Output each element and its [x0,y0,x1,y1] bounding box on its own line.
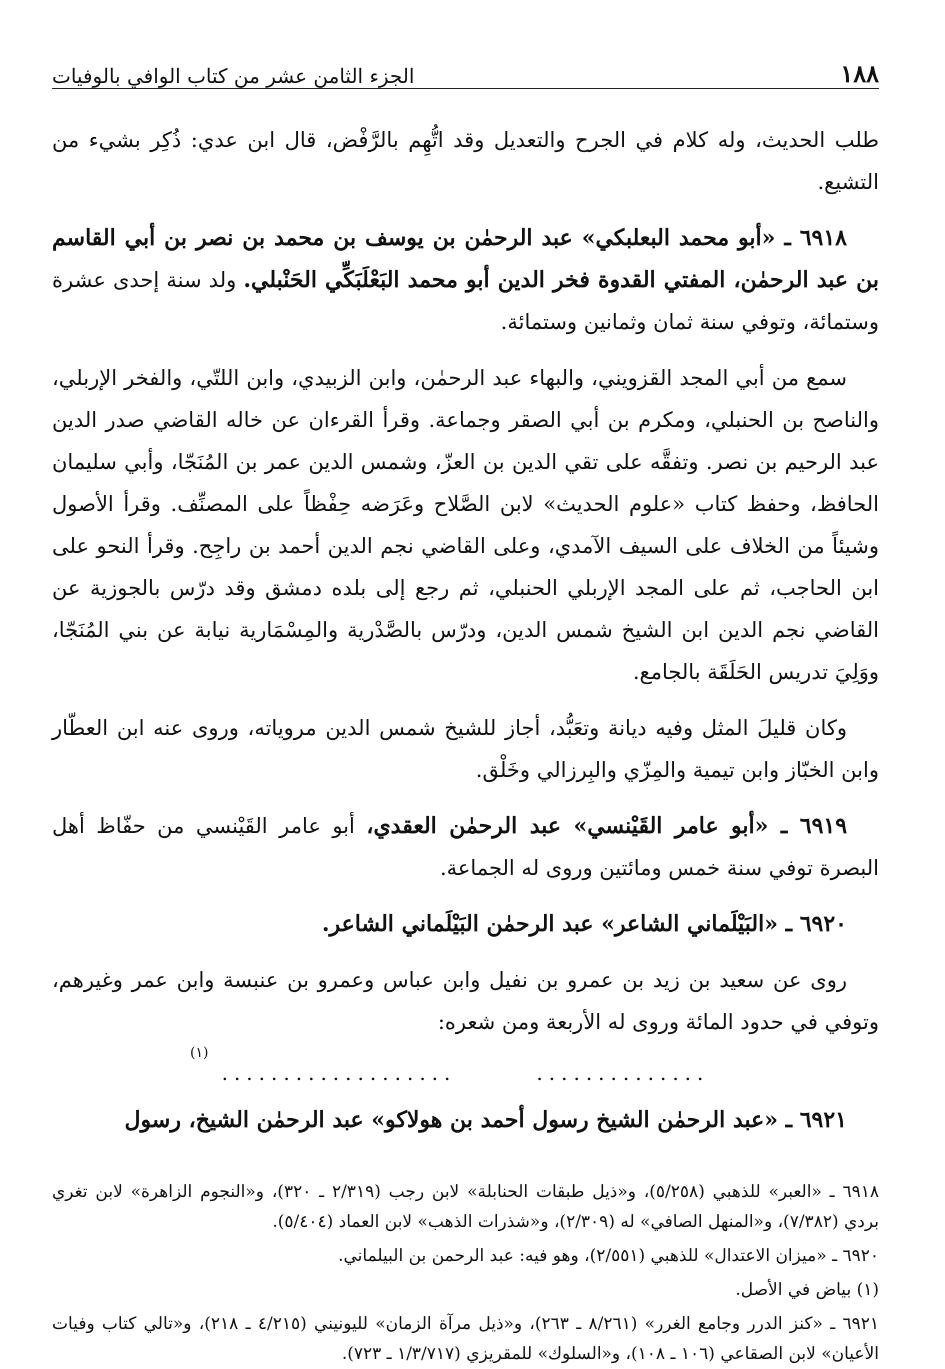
entry-6918 [52,217,879,343]
entry-paragraph: وكان قليلَ المثل وفيه ديانة وتعَبُّد، أجاز للشيخ شمس الدين مروياته، وروى عنه ابن العطّار وابن الخبّاز وابن تيمية والمِزّي والبِرزالي وخَلْق. [52,716,879,782]
verse-dots-right: .............. [536,1061,710,1085]
entry-text: أبو عامر القَيْنسي من حفّاظ أهل البصرة توفي سنة خمس ومائتين وروى له الجماعة. [52,814,879,880]
footnote-1: (١) بياض في الأصل. [735,1280,879,1300]
footnote-ref: (١) [190,1045,209,1061]
footnote-6921: ٦٩٢١ ـ «كنز الدرر وجامع الغرر» (٨/٢٦١ ـ ٢٦٣)، و«ذيل مرآة الزمان» لليونيني (٤/٢١٥ ـ ٢١٨)، و«تالي كتاب وفيات الأعيان» لابن الصقاعي (١٠٦ ـ ١٠٨)، و«السلوك» للمقريزي (١/٣/٧١٧ ـ ٧٢٣). [52,1314,879,1364]
continuation-paragraph: طلب الحديث، وله كلام في الجرح والتعديل وقد اتُّهِم بالرَّفْض، قال ابن عدي: ذُكِر بشيء من التشيع. [52,128,879,194]
page-number: ١٨٨ [840,59,879,88]
running-title: الجزء الثامن عشر من كتاب الوافي بالوفيات [52,64,415,88]
entry-intro: ولد سنة إحدى عشرة وستمائة، وتوفي سنة ثمان وثمانين وستمائة. [52,268,879,334]
main-text [52,119,879,1141]
entry-heading: ٦٩١٩ ـ «أبو عامر القَيْنسي» عبد الرحمٰن العقدي، [366,813,848,839]
entry-heading: ٦٩٢٠ ـ «البَيْلَماني الشاعر» عبد الرحمٰن البَيْلَماني الشاعر. [321,911,847,937]
page-header [52,50,879,89]
entry-heading: ٦٩١٨ ـ «أبو محمد البعلبكي» عبد الرحمٰن بن يوسف بن محمد بن نصر بن أبي القاسم بن عبد الرحمٰن، المفتي القدوة فخر الدين أبو محمد البَعْلَبَكِّي الحَنْبلي. [52,225,879,293]
entry-6919 [52,805,879,889]
entry-6920-text: روى عن سعيد بن زيد بن عمرو بن نفيل وابن عباس وعمرو بن عنبسة وابن عمر وغيرهم، وتوفي في حدود المائة وروى له الأربعة ومن شعره: [52,968,879,1034]
omitted-verse-line [52,1043,879,1085]
entry-6920-heading [52,903,879,945]
entry-heading: ٦٩٢١ ـ «عبد الرحمٰن الشيخ رسول أحمد بن هولاكو» عبد الرحمٰن الشيخ، رسول [124,1107,847,1133]
entry-paragraph: سمع من أبي المجد القزويني، والبهاء عبد الرحمٰن، وابن الزبيدي، وابن اللتّي، والفخر الإربلي، والناصح بن الحنبلي، ومكرم بن أبي الصقر وجماعة. وقرأ القرءان عن خاله القاضي صدر الدين عبد الرحيم بن نصر. وتفقَّه على تقي الدين بن العزّ، وشمس الدين عمر بن المُنَجّا، وأبي سليمان الحافظ، وحفظ كتاب «علوم الحديث» لابن الصَّلاح وعَرَضه حِفْظاً على المصنِّف. وقرأ الأصول وشيئاً من الخلاف على السيف الآمدي، وعلى القاضي نجم الدين أحمد بن راجِح. وقرأ النحو على ابن الحاجب، ثم على المجد الإربلي الحنبلي، ثم رجع إلى بلده دمشق وقد درّس بالجوزية عن القاضي نجم الدين ابن الشيخ شمس الدين، ودرّس بالصَّدْرية والمِسْمَارية نيابة عن بني المُنَجّا، ووَلِيَ تدريس الحَلَقَة بالجامع. [52,366,879,684]
footnote-6920: ٦٩٢٠ ـ «ميزان الاعتدال» للذهبي (٢/٥٥١)، وهو فيه: عبد الرحمن بن البيلماني. [338,1246,879,1266]
footnote-6918: ٦٩١٨ ـ «العبر» للذهبي (٥/٢٥٨)، و«ذيل طبقات الحنابلة» لابن رجب (٢/٣١٩ ـ ٣٢٠)، و«النجوم الزاهرة» لابن تغري بردي (٧/٣٨٢)، و«المنهل الصافي» له (٢/٣٠٩)، و«شذرات الذهب» لابن العماد (٥/٤٠٤). [52,1182,879,1232]
footnotes [52,1163,879,1369]
verse-dots-left: ................... [221,1061,457,1085]
entry-6921 [52,1099,879,1141]
